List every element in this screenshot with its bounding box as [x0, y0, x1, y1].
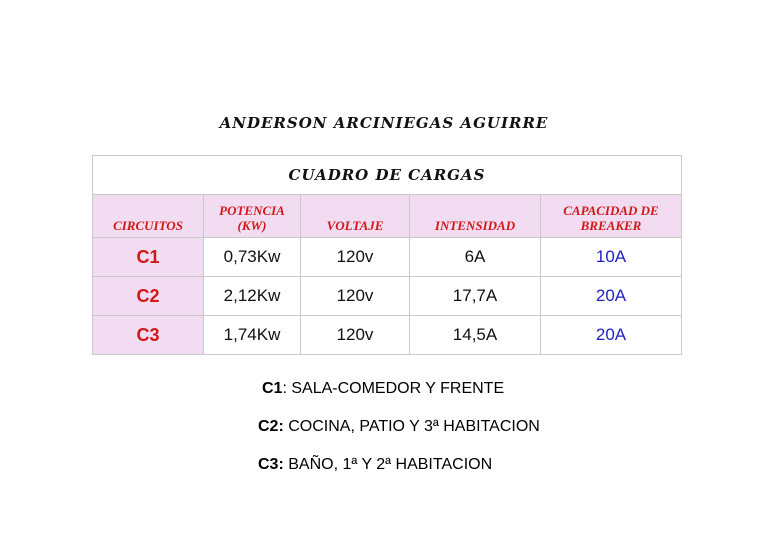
table-title-row	[93, 156, 682, 195]
circuit-id: C2	[93, 277, 204, 316]
note-label: C3:	[258, 456, 284, 473]
note-label: C2:	[258, 418, 284, 435]
table-row	[93, 316, 682, 355]
breaker-cell: 20A	[541, 277, 682, 316]
table-row	[93, 277, 682, 316]
author-name: ANDERSON ARCINIEGAS AGUIRRE	[219, 114, 549, 132]
current-cell: 14,5A	[410, 316, 541, 355]
table-title: CUADRO DE CARGAS	[93, 156, 682, 195]
note-text: BAÑO, 1ª Y 2ª HABITACION	[283, 456, 493, 473]
circuit-id: C1	[93, 238, 204, 277]
note-c1	[262, 380, 504, 398]
note-label: C1	[262, 380, 283, 397]
breaker-cell: 20A	[541, 316, 682, 355]
current-cell: 17,7A	[410, 277, 541, 316]
power-cell: 2,12Kw	[204, 277, 301, 316]
power-cell: 1,74Kw	[204, 316, 301, 355]
voltage-cell: 120v	[301, 316, 410, 355]
power-cell: 0,73Kw	[204, 238, 301, 277]
note-c3	[258, 456, 492, 474]
note-c2	[258, 418, 540, 436]
header-voltaje: VOLTAJE	[301, 195, 410, 238]
voltage-cell: 120v	[301, 238, 410, 277]
table-header-row	[93, 195, 682, 238]
circuit-id: C3	[93, 316, 204, 355]
header-breaker: CAPACIDAD DE BREAKER	[541, 195, 682, 238]
voltage-cell: 120v	[301, 277, 410, 316]
header-circuitos: CIRCUITOS	[93, 195, 204, 238]
note-text: : SALA-COMEDOR Y FRENTE	[282, 380, 505, 397]
load-table	[92, 155, 682, 355]
breaker-cell: 10A	[541, 238, 682, 277]
header-potencia: POTENCIA (KW)	[204, 195, 301, 238]
current-cell: 6A	[410, 238, 541, 277]
note-text: COCINA, PATIO Y 3ª HABITACION	[283, 418, 540, 435]
header-intensidad: INTENSIDAD	[410, 195, 541, 238]
table-row	[93, 238, 682, 277]
